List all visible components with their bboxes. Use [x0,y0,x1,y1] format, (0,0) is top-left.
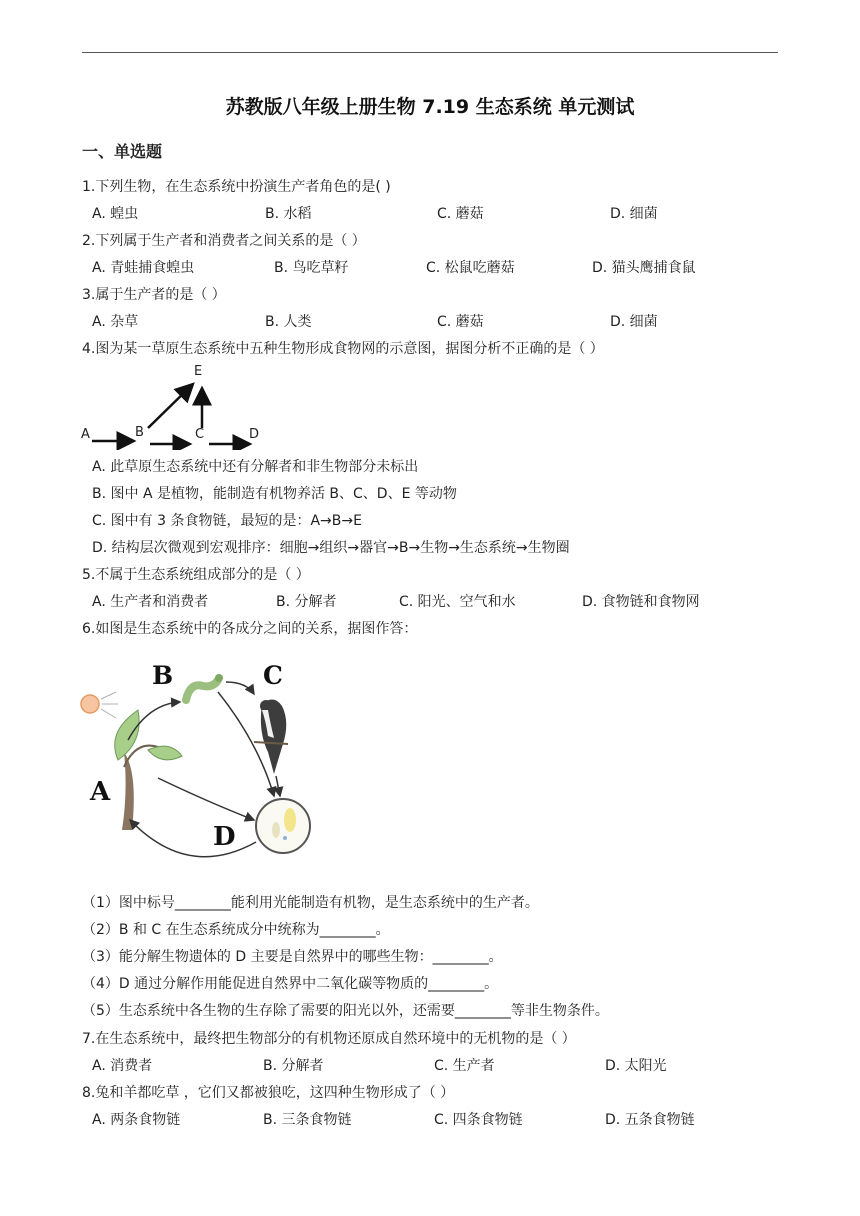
question-6-sub-4[interactable]: （4）D 通过分解作用能促进自然界中二氧化碳等物质的________。 [82,976,499,992]
question-1-option-c[interactable]: C. 蘑菇 [437,206,484,222]
ecosystem-label-c: C [263,661,283,690]
ecosystem-label-b2: B [152,661,174,690]
plant-icon [115,710,182,830]
question-5-option-b[interactable]: B. 分解者 [276,594,337,610]
arrow-b-to-c [226,682,254,694]
question-2-option-c[interactable]: C. 松鼠吃蘑菇 [426,260,515,276]
question-3-stem: 3.属于生产者的是（ ） [82,287,226,303]
question-7-option-b[interactable]: B. 分解者 [263,1058,324,1074]
question-1-option-b[interactable]: B. 水稻 [265,206,312,222]
question-4-option-b[interactable]: B. 图中 A 是植物，能制造有机物养活 B、C、D、E 等动物 [92,486,457,502]
question-3-option-d[interactable]: D. 细菌 [610,314,658,330]
question-7-option-c[interactable]: C. 生产者 [434,1058,495,1074]
question-7-option-d[interactable]: D. 太阳光 [605,1058,667,1074]
decomposer-dish-icon [256,799,310,853]
header-rule [82,52,778,53]
swallow-icon [254,699,288,774]
ecosystem-label-a: A [90,777,111,807]
question-4-option-a[interactable]: A. 此草原生态系统中还有分解者和非生物部分未标出 [92,459,419,475]
ecosystem-label-d: D [213,822,236,852]
question-4-stem: 4.图为某一草原生态系统中五种生物形成食物网的示意图，据图分析不正确的是（ ） [82,341,604,357]
page-title: 苏教版八年级上册生物 7.19 生态系统 单元测试 [225,96,635,118]
question-2-option-a[interactable]: A. 青蛙捕食蝗虫 [92,260,195,276]
ecosystem-diagram [78,652,318,874]
arrow-b-to-e [148,384,193,428]
question-6-sub-5[interactable]: （5）生态系统中各生物的生存除了需要的阳光以外，还需要________等非生物条件。 [82,1003,609,1019]
food-web-label-a: A [81,427,90,442]
section-heading: 一、单选题 [82,142,163,161]
question-2-stem: 2.下列属于生产者和消费者之间关系的是（ ） [82,233,366,249]
question-1-option-d[interactable]: D. 细菌 [610,206,658,222]
question-3-option-b[interactable]: B. 人类 [265,314,312,330]
question-5-option-c[interactable]: C. 阳光、空气和水 [399,594,516,610]
question-8-option-b[interactable]: B. 三条食物链 [263,1112,352,1128]
arrow-a-to-d [158,778,254,820]
sun-icon [81,692,118,718]
question-8-option-c[interactable]: C. 四条食物链 [434,1112,523,1128]
food-web-label-b: B [135,425,144,440]
food-web-label-d: D [249,427,260,442]
food-web-diagram [78,358,278,450]
food-web-label-c: C [195,427,205,442]
question-6-sub-1[interactable]: （1）图中标号________能利用光能制造有机物，是生态系统中的生产者。 [82,895,539,911]
arrow-d-to-a [130,820,256,857]
question-3-option-a[interactable]: A. 杂草 [92,314,139,330]
question-6-sub-3[interactable]: （3）能分解生物遗体的 D 主要是自然界中的哪些生物：________。 [82,949,503,965]
question-7-option-a[interactable]: A. 消费者 [92,1058,153,1074]
question-8-option-a[interactable]: A. 两条食物链 [92,1112,181,1128]
question-3-option-c[interactable]: C. 蘑菇 [437,314,484,330]
question-1-option-a[interactable]: A. 蝗虫 [92,206,139,222]
question-6-stem: 6.如图是生态系统中的各成分之间的关系，据图作答： [82,621,418,637]
question-4-option-d[interactable]: D. 结构层次微观到宏观排序：细胞→组织→器官→B→生物→生态系统→生物圈 [92,540,570,556]
question-7-stem: 7.在生态系统中，最终把生物部分的有机物还原成自然环境中的无机物的是（ ） [82,1031,576,1047]
food-web-label-e: E [194,364,203,379]
question-2-option-d[interactable]: D. 猫头鹰捕食鼠 [592,260,696,276]
question-6-sub-2[interactable]: （2）B 和 C 在生态系统成分中统称为________。 [82,922,390,938]
question-8-stem: 8.兔和羊都吃草 ，它们又都被狼吃，这四种生物形成了（ ） [82,1085,455,1101]
arrow-c-to-d [276,776,280,796]
question-2-option-b[interactable]: B. 鸟吃草籽 [274,260,349,276]
question-5-option-a[interactable]: A. 生产者和消费者 [92,594,209,610]
question-5-option-d[interactable]: D. 食物链和食物网 [582,594,700,610]
question-4-option-c[interactable]: C. 图中有 3 条食物链，最短的是：A→B→E [92,513,362,529]
caterpillar-icon [186,674,223,700]
question-1-stem: 1.下列生物，在生态系统中扮演生产者角色的是( ) [82,179,391,195]
question-5-stem: 5.不属于生态系统组成部分的是（ ） [82,567,310,583]
question-8-option-d[interactable]: D. 五条食物链 [605,1112,695,1128]
